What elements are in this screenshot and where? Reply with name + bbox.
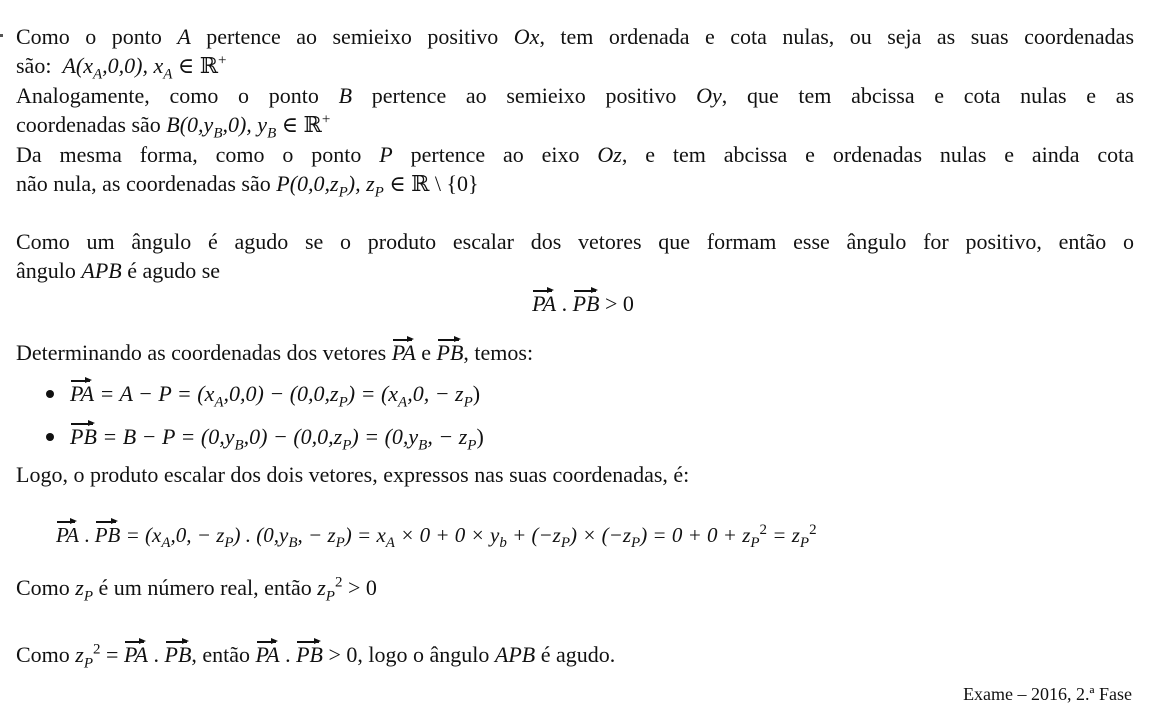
para2-line1: Analogamente, como o ponto B pertence ao semieixo positivo Oy, que tem abcissa e cota nulas e as [16, 83, 1135, 108]
logo-line: Logo, o produto escalar dos dois vetores, expressos nas suas coordenadas, é: [16, 462, 690, 487]
para4-line1: Como um ângulo é agudo se o produto escalar dos vetores que formam esse ângulo for positivo, então o [16, 229, 1134, 254]
vector-pa: PA [532, 291, 557, 316]
para3-line2: não nula, as coordenadas são $P(0,0,z_P)$, $z_P$ ∈ ℝ \ {0} [16, 171, 479, 201]
since-real-line: Como $z_P$ é um número real, então $z_P^2 > 0$ [16, 574, 377, 605]
para3-line1: Da mesma forma, como o ponto P pertence ao eixo Oz, e tem abcissa e ordenadas nulas e ainda cota [16, 142, 1135, 167]
bullet-marker-2 [46, 433, 54, 441]
bullet-item-2: PB = $B - P = (0,y_B,0) - (0,0,z_P) = (0,y_B$, − $z_P$) [70, 424, 484, 454]
para1-line1: Como o ponto A pertence ao semieixo positivo Ox, tem ordenada e cota nulas, ou seja as suas coordenadas [16, 24, 1135, 49]
margin-mark [0, 34, 3, 37]
dot-product-equation: PA . PB = ($x_A,0$, − $z_P$) . ($0,y_B$, − $z_P) = x_A \times 0 + 0 \times y_b + (-z_P) \times (-z_P) = 0 + 0 + z_P^2 = z_P^2$ [56, 522, 817, 552]
exam-source-footer: Exame – 2016, 2.ª Fase [963, 684, 1132, 704]
vector-pb: PB [572, 291, 600, 316]
bullet-marker-1 [46, 390, 54, 398]
para2-line2: coordenadas são $B(0,y_B,0)$, $y_B$ ∈ ℝ+ [16, 111, 331, 142]
para4-line2: ângulo APB é agudo se [16, 258, 221, 283]
determining-line: Determinando as coordenadas dos vetores PA e PB, temos: [16, 340, 534, 365]
bullet-item-1: PA = $A - P = (x_A,0,0) - (0,0,z_P) = (x_A,0$, − $z_P$) [70, 381, 481, 411]
dot-product-inequality: PA . PB > 0 [532, 291, 634, 316]
para1-line2: são: $A(x_A,0,0)$, $x_A$ ∈ ℝ+ [16, 52, 227, 83]
conclusion-line: Como $z_P^2$ = PA . PB, então PA . PB > 0, logo o ângulo APB é agudo. [16, 641, 616, 672]
